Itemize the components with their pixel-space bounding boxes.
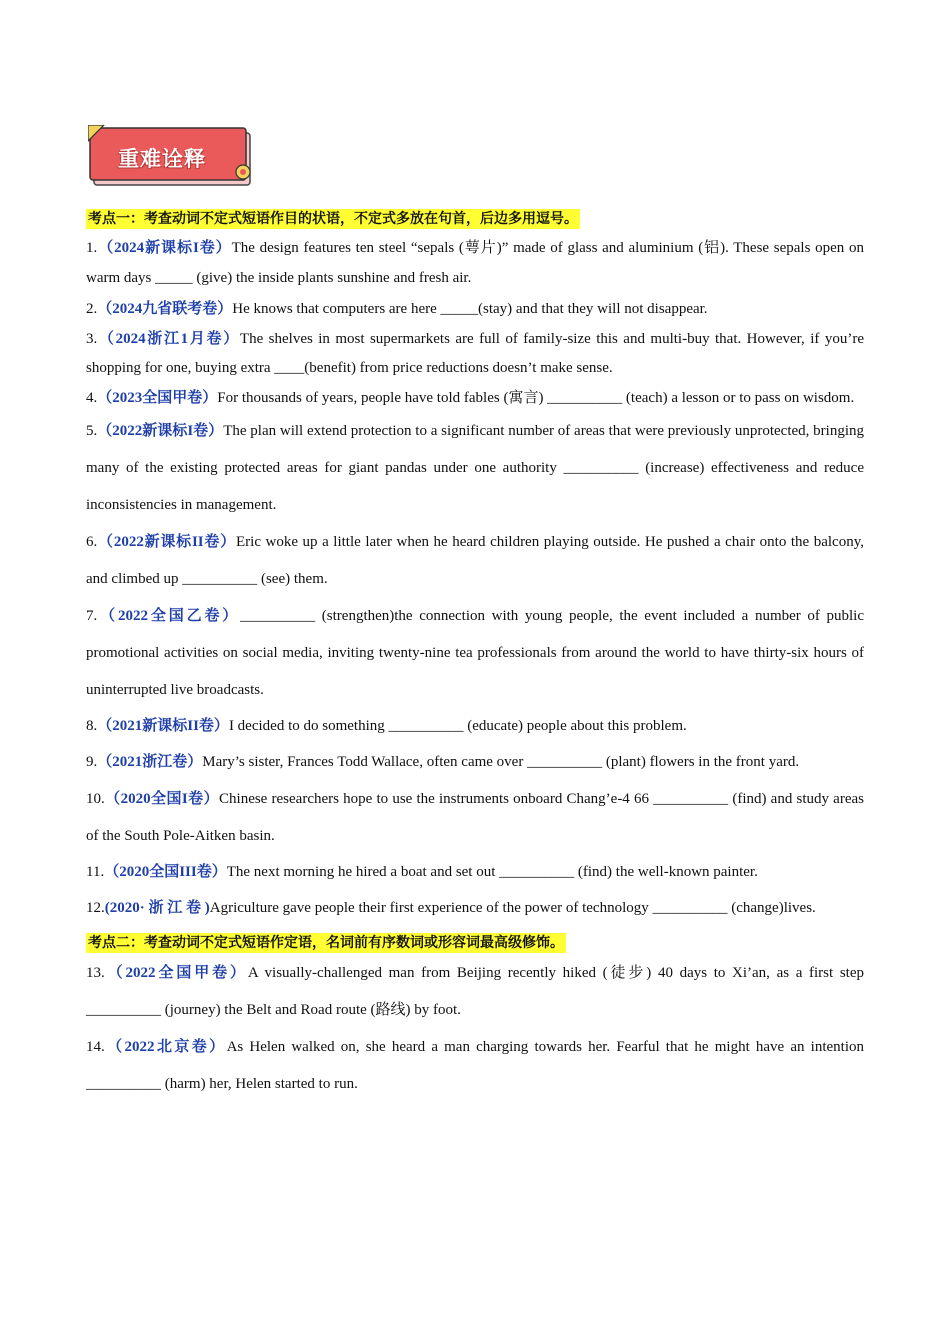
question-item: 12.(2020· 浙 江 卷 )Agriculture gave people their first experience of the power of technology __________ (change)lives. (86, 900, 816, 916)
section-heading: 考点二：考查动词不定式短语作定语，名词前有序数词或形容词最高级修饰。 (88, 935, 564, 951)
question-item: 11.（2020全国III卷）The next morning he hired a boat and set out __________ (find) the well-known painter. (86, 864, 758, 880)
question-item: 7.（2022全国乙卷）__________ (strengthen)the connection with young people, the event included a number of public promotional activities on social media, inviting twenty-nine tea professionals from around the world to have thirty-six hours of uninterrupted live broadcasts. (86, 608, 864, 698)
question-item: 6.（2022新课标II卷）Eric woke up a little later when he heard children playing outside. He pushed a chair onto the balcony, and climbed up __________ (see) them. (86, 534, 864, 587)
worksheet-content (86, 209, 864, 1103)
question-item: 10.（2020全国I卷）Chinese researchers hope to use the instruments onboard Chang’e-4 66 __________ (find) and study areas of the South Pole-Aitken basin. (86, 791, 864, 844)
question-item: 8.（2021新课标II卷）I decided to do something __________ (educate) people about this problem. (86, 718, 687, 734)
question-item: 14.（2022北京卷）As Helen walked on, she heard a man charging towards her. Fearful that he might have an intention __________ (harm) her, Helen started to run. (86, 1039, 864, 1092)
question-item: 9.（2021浙江卷）Mary’s sister, Frances Todd Wallace, often came over __________ (plant) flowers in the front yard. (86, 754, 800, 770)
question-item: 3.（2024浙江1月卷）The shelves in most supermarkets are full of family-size this and multi-buy that. However, if you’re shopping for one, buying extra ____(benefit) from price reductions doesn’t make sense. (86, 331, 864, 376)
question-item: 5.（2022新课标I卷）The plan will extend protection to a significant number of areas that were previously unprotected, bringing many of the existing protected areas for giant pandas under one authority __________ (increase) effectiveness and reduce inconsistencies in management. (86, 423, 865, 513)
question-item: 4.（2023全国甲卷）For thousands of years, people have told fables (寓言) __________ (teach) a lesson or to pass on wisdom. (86, 390, 855, 406)
badge-label: 重难诠释 (118, 147, 206, 171)
question-item: 1.（2024新课标I卷）The design features ten steel “sepals (萼片)” made of glass and aluminium (铝). These sepals open on warm days _____ (give) the inside plants sunshine and fresh air. (86, 240, 864, 286)
question-item: 13.（2022全国甲卷）A visually-challenged man from Beijing recently hiked (徒步) 40 days to Xi’an, as a first step __________ (journey) the Belt and Road route (路线) by foot. (86, 965, 864, 1018)
section-heading: 考点一：考查动词不定式短语作目的状语，不定式多放在句首，后边多用逗号。 (88, 211, 578, 227)
question-item: 2.（2024九省联考卷）He knows that computers are here _____(stay) and that they will not disappear. (86, 301, 708, 317)
